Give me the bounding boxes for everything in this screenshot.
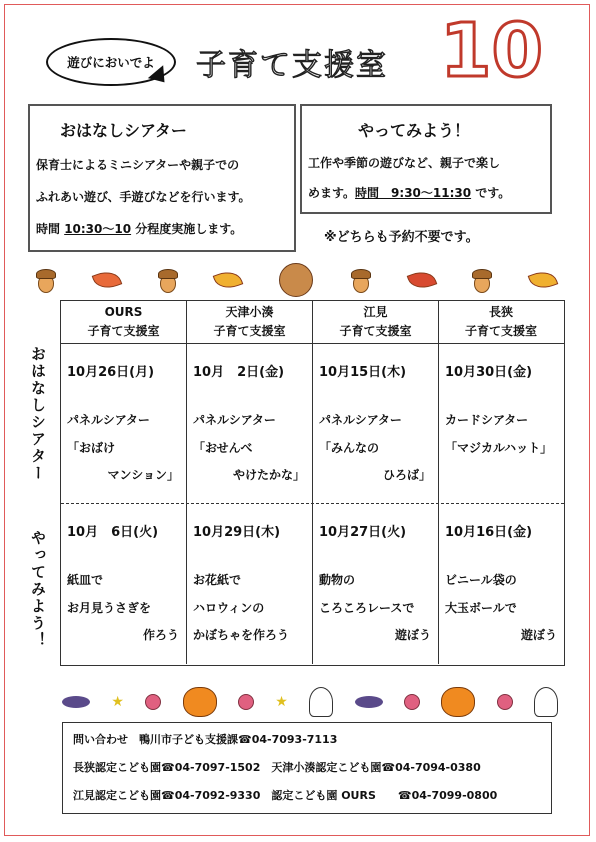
- column-nagasa: [439, 301, 563, 664]
- ghost-icon: [309, 687, 333, 717]
- activity-cell: [187, 505, 313, 663]
- event-date: 10月 2日(金): [193, 365, 285, 380]
- desc-line: お月見うさぎを: [67, 600, 152, 615]
- acorn-icon: [472, 267, 492, 293]
- leaf-icon: [91, 267, 122, 293]
- column-sub: 子育て支援室: [464, 324, 537, 339]
- activity-info-box: [300, 104, 552, 214]
- no-reservation-notice: ※どちらも予約不要です。: [324, 230, 479, 245]
- column-header: [313, 301, 438, 341]
- row-label-theater: おはなしシアター: [29, 346, 47, 482]
- desc-line: 大玉ボールで: [445, 600, 517, 615]
- desc-line: ひろば」: [382, 468, 431, 483]
- activity-line2: [308, 186, 510, 200]
- desc-line: 動物の: [319, 573, 356, 587]
- event-date: 10月30日(金): [445, 365, 533, 380]
- column-sub: 子育て支援室: [213, 324, 286, 339]
- desc-line: 作ろう: [142, 628, 179, 643]
- theater-cell: [439, 345, 563, 503]
- leaf-icon: [528, 267, 559, 293]
- column-amatsukominato: [187, 301, 313, 664]
- desc-line: パネルシアター: [319, 413, 402, 427]
- event-date: 10月29日(木): [193, 525, 281, 540]
- desc-line: 遊ぼう: [520, 628, 557, 643]
- column-ours: [61, 301, 187, 664]
- candy-icon: [497, 694, 513, 710]
- column-sub: 子育て支援室: [87, 324, 160, 339]
- desc-line: かぼちゃを作ろう: [193, 628, 290, 643]
- theater-time: [36, 222, 242, 236]
- column-name: OURS: [104, 305, 143, 319]
- desc-line: 「おばけ: [67, 440, 116, 455]
- squirrel-icon: [279, 263, 313, 297]
- time-suffix: 分程度実施します。: [131, 222, 243, 236]
- activity-time: 時間 9:30～11:30: [355, 186, 472, 200]
- contact-box: [62, 722, 552, 814]
- acorn-icon: [351, 267, 371, 293]
- column-emi: [313, 301, 439, 664]
- star-icon: ★: [275, 694, 288, 710]
- autumn-decoration: [36, 262, 556, 298]
- event-desc: [67, 567, 179, 650]
- desc-line: 「おせんべ: [193, 440, 253, 455]
- bubble-text: 遊びにおいでよ: [67, 55, 155, 70]
- schedule-table: [60, 300, 565, 666]
- candy-icon: [145, 694, 161, 710]
- desc-line: 紙皿で: [67, 573, 104, 587]
- activity-title: やってみよう！: [358, 121, 471, 140]
- desc-line: マンション」: [107, 468, 179, 483]
- activity-line1: 工作や季節の遊びなど、親子で楽し: [308, 156, 501, 170]
- column-header: [61, 301, 186, 341]
- contact-line3: 江見認定こども園☎04-7092-9330 認定こども園 OURS ☎04-7099-0800: [73, 789, 498, 802]
- event-date: 10月16日(金): [445, 525, 533, 540]
- desc-line: カードシアター: [445, 413, 529, 427]
- desc-line: ビニール袋の: [445, 573, 517, 587]
- activity-cell: [313, 505, 439, 663]
- desc-line: パネルシアター: [67, 413, 150, 427]
- halloween-decoration: [62, 682, 558, 722]
- contact-line1: 問い合わせ 鴨川市子ども支援課☎04-7093-7113: [73, 733, 338, 746]
- column-name: 江見: [363, 305, 388, 319]
- candy-icon: [404, 694, 420, 710]
- bat-icon: [62, 696, 90, 708]
- desc-line: 遊ぼう: [394, 628, 431, 643]
- theater-line2: ふれあい遊び、手遊びなどを行います。: [36, 190, 251, 204]
- pumpkin-icon: [183, 687, 217, 717]
- event-desc: [319, 567, 431, 650]
- theater-cell: [313, 345, 439, 503]
- desc-line: お花紙で: [193, 573, 242, 587]
- event-desc: [67, 407, 179, 490]
- event-desc: [445, 407, 557, 462]
- column-sub: 子育て支援室: [339, 324, 412, 339]
- pumpkin-icon: [441, 687, 475, 717]
- event-date: 10月26日(月): [67, 365, 155, 380]
- activity-cell: [61, 505, 187, 663]
- theater-cell: [61, 345, 187, 503]
- theater-cell: [187, 345, 313, 503]
- star-icon: ★: [111, 694, 124, 710]
- desc-line: ハロウィンの: [193, 600, 265, 615]
- ghost-icon: [534, 687, 558, 717]
- month-number: 10: [440, 8, 543, 94]
- line2-suffix: です。: [471, 186, 511, 200]
- page-title: 子育て支援室: [196, 48, 388, 83]
- event-desc: [319, 407, 431, 490]
- column-header: [439, 301, 563, 341]
- row-label-activity: やってみよう！: [29, 530, 47, 649]
- desc-line: ころころレースで: [319, 600, 415, 615]
- column-name: 長狭: [488, 305, 513, 319]
- event-desc: [445, 567, 557, 650]
- leaf-icon: [406, 267, 437, 293]
- candy-icon: [238, 694, 254, 710]
- desc-line: パネルシアター: [193, 413, 276, 427]
- desc-line: やけたかな」: [232, 468, 305, 483]
- column-name: 天津小湊: [225, 305, 274, 319]
- theater-info-box: [28, 104, 296, 252]
- contact-line2: 長狭認定こども園☎04-7097-1502 天津小湊認定こども園☎04-7094-0380: [73, 761, 481, 774]
- event-date: 10月15日(木): [319, 365, 407, 380]
- acorn-icon: [158, 267, 178, 293]
- time-prefix: 時間: [36, 222, 65, 236]
- activity-cell: [439, 505, 563, 663]
- event-desc: [193, 567, 305, 650]
- bat-icon: [355, 696, 383, 708]
- event-desc: [193, 407, 305, 490]
- leaf-icon: [213, 267, 244, 293]
- acorn-icon: [36, 267, 56, 293]
- line2-prefix: めます。: [308, 186, 356, 200]
- event-date: 10月27日(火): [319, 525, 407, 540]
- theater-line1: 保育士によるミニシアターや親子での: [36, 158, 240, 172]
- theater-title: おはなしシアター: [60, 121, 187, 140]
- desc-line: 「マジカルハット」: [445, 440, 553, 455]
- column-header: [187, 301, 312, 341]
- event-date: 10月 6日(火): [67, 525, 159, 540]
- desc-line: 「みんなの: [319, 440, 380, 455]
- time-value: 10:30～10: [64, 222, 132, 236]
